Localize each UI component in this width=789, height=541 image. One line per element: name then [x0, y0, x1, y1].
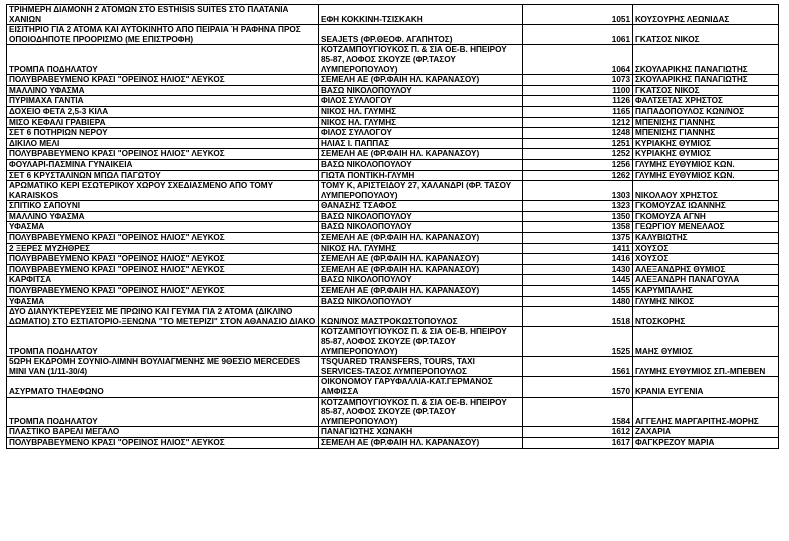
cell-winner: ΓΚΑΤΣΟΣ ΝΙΚΟΣ — [633, 25, 779, 45]
cell-winner: ΑΛΕΞΑΝΔΡΗ ΠΑΝΑΓΟΥΛΑ — [633, 275, 779, 286]
cell-sponsor: ΣΕΜΕΛΗ ΑΕ (ΦΡ.ΦΑΙΗ ΗΛ. ΚΑΡΑΝΑΣΟΥ) — [319, 264, 523, 275]
table-row — [7, 286, 779, 297]
cell-number: 1518 — [523, 307, 633, 327]
cell-number: 1165 — [523, 106, 633, 117]
cell-number: 1584 — [523, 397, 633, 427]
cell-sponsor: ΓΙΩΤΑ ΠΟΝΤΙΚΗ-ΓΛΥΜΗ — [319, 170, 523, 181]
table-row — [7, 377, 779, 397]
cell-sponsor: ΝΙΚΟΣ ΗΛ. ΓΛΥΜΗΣ — [319, 106, 523, 117]
cell-winner: ΓΛΥΜΗΣ ΕΥΘΥΜΙΟΣ ΣΠ.-ΜΠΕΒΕΝ — [633, 357, 779, 377]
cell-item: ΜΙΣΟ ΚΕΦΑΛΙ ΓΡΑΒΙΕΡΑ — [7, 117, 319, 128]
cell-number: 1212 — [523, 117, 633, 128]
table-row — [7, 211, 779, 222]
cell-item: 5ΩΡΗ ΕΚΔΡΟΜΗ ΣΟΥΝΙΟ-ΛΙΜΝΗ ΒΟΥΛΙΑΓΜΕΝΗΣ ΜΕ 9ΘΕΣΙΟ MERCEDES MINI VAN (1/11-30/4) — [7, 357, 319, 377]
cell-item: ΠΟΛΥΒΡΑΒΕΥΜΕΝΟ ΚΡΑΣΙ "ΟΡΕΙΝΟΣ ΗΛΙΟΣ" ΛΕΥΚΟΣ — [7, 437, 319, 448]
cell-winner: ΣΚΟΥΛΑΡΙΚΗΣ ΠΑΝΑΓΙΩΤΗΣ — [633, 45, 779, 75]
cell-sponsor: ΒΑΣΩ ΝΙΚΟΛΟΠΟΥΛΟΥ — [319, 159, 523, 170]
cell-sponsor: ΚΩΝ/ΝΟΣ ΜΑΣΤΡΟΚΩΣΤΟΠΟΥΛΟΣ — [319, 307, 523, 327]
cell-item: ΠΟΛΥΒΡΑΒΕΥΜΕΝΟ ΚΡΑΣΙ "ΟΡΕΙΝΟΣ ΗΛΙΟΣ" ΛΕΥΚΟΣ — [7, 264, 319, 275]
cell-winner: ΧΟΥΣΟΣ — [633, 254, 779, 265]
table-row — [7, 243, 779, 254]
cell-item: ΔΟΧΕΙΟ ΦΕΤΑ 2,5-3 ΚΙΛΑ — [7, 106, 319, 117]
cell-item: ΠΟΛΥΒΡΑΒΕΥΜΕΝΟ ΚΡΑΣΙ "ΟΡΕΙΝΟΣ ΗΛΙΟΣ" ΛΕΥΚΟΣ — [7, 149, 319, 160]
cell-winner: ΜΑΗΣ ΘΥΜΙΟΣ — [633, 327, 779, 357]
cell-item: ΦΟΥΛΑΡΙ-ΠΑΣΜΙΝΑ ΓΥΝΑΙΚΕΙΑ — [7, 159, 319, 170]
cell-winner: ΓΚΟΜΟΥΖΑ ΑΓΝΗ — [633, 211, 779, 222]
cell-item: ΠΥΡΙΜΑΧΑ ΓΑΝΤΙΑ — [7, 96, 319, 107]
cell-item: ΠΟΛΥΒΡΑΒΕΥΜΕΝΟ ΚΡΑΣΙ "ΟΡΕΙΝΟΣ ΗΛΙΟΣ" ΛΕΥΚΟΣ — [7, 233, 319, 244]
cell-sponsor: ΚΟΤΖΑΜΠΟΥΓΙΟΥΚΟΣ Π. & ΣΙΑ ΟΕ-Β. ΗΠΕΙΡΟΥ 85-87, ΛΟΦΟΣ ΣΚΟΥΖΕ (ΦΡ.ΤΑΣΟΥ ΛΥΜΠΕΡΟΠΟΥΛΟΥ) — [319, 45, 523, 75]
cell-number: 1411 — [523, 243, 633, 254]
cell-winner: ΓΚΟΜΟΥΖΑΣ ΙΩΑΝΝΗΣ — [633, 201, 779, 212]
cell-item: ΠΛΑΣΤΙΚΟ ΒΑΡΕΛΙ ΜΕΓΑΛΟ — [7, 427, 319, 438]
cell-winner: ΚΥΡΙΑΚΗΣ ΘΥΜΙΟΣ — [633, 138, 779, 149]
cell-item: ΤΡΟΜΠΑ ΠΟΔΗΛΑΤΟΥ — [7, 45, 319, 75]
cell-item: ΥΦΑΣΜΑ — [7, 296, 319, 307]
cell-sponsor: ΣΕΜΕΛΗ ΑΕ (ΦΡ.ΦΑΙΗ ΗΛ. ΚΑΡΑΝΑΣΟΥ) — [319, 149, 523, 160]
table-row — [7, 85, 779, 96]
table-row — [7, 96, 779, 107]
cell-item: 2 ΞΕΡΕΣ ΜΥΖΗΘΡΕΣ — [7, 243, 319, 254]
cell-sponsor: ΣΕΜΕΛΗ ΑΕ (ΦΡ.ΦΑΙΗ ΗΛ. ΚΑΡΑΝΑΣΟΥ) — [319, 233, 523, 244]
cell-item: ΑΣΥΡΜΑΤΟ ΤΗΛΕΦΩΝΟ — [7, 377, 319, 397]
cell-item: ΔΥΟ ΔΙΑΝΥΚΤΕΡΕΥΣΕΙΣ ΜΕ ΠΡΩΙΝΟ ΚΑΙ ΓΕΥΜΑ ΓΙΑ 2 ΑΤΟΜΑ (ΔΙΚΛΙΝΟ ΔΩΜΑΤΙΟ) ΣΤΟ ΕΣΤΙΑΤΟΡΙΟ-ΞΕΝΩΝΑ "ΤΟ ΜΕΤΕΡΙΖΙ" ΣΤΟΝ ΑΘΑΝΑΣΙΟ ΔΙΑΚΟ — [7, 307, 319, 327]
cell-winner: ΚΥΡΙΑΚΗΣ ΘΥΜΙΟΣ — [633, 149, 779, 160]
cell-sponsor: ΣΕΜΕΛΗ ΑΕ (ΦΡ.ΦΑΙΗ ΗΛ. ΚΑΡΑΝΑΣΟΥ) — [319, 254, 523, 265]
cell-sponsor: ΒΑΣΩ ΝΙΚΟΛΟΠΟΥΛΟΥ — [319, 296, 523, 307]
table-row — [7, 117, 779, 128]
cell-number: 1073 — [523, 75, 633, 86]
cell-number: 1126 — [523, 96, 633, 107]
cell-sponsor: SEAJETS (ΦΡ.ΘΕΟΦ. ΑΓΑΠΗΤΟΣ) — [319, 25, 523, 45]
cell-number: 1455 — [523, 286, 633, 297]
cell-winner: ΓΛΥΜΗΣ ΝΙΚΟΣ — [633, 296, 779, 307]
cell-number: 1350 — [523, 211, 633, 222]
cell-sponsor: ΒΑΣΩ ΝΙΚΟΛΟΠΟΥΛΟΥ — [319, 222, 523, 233]
cell-number: 1375 — [523, 233, 633, 244]
cell-sponsor: ΒΑΣΩ ΝΙΚΟΛΟΠΟΥΛΟΥ — [319, 211, 523, 222]
cell-item: ΤΡΟΜΠΑ ΠΟΔΗΛΑΤΟΥ — [7, 327, 319, 357]
table-row — [7, 427, 779, 438]
cell-number: 1064 — [523, 45, 633, 75]
cell-sponsor: ΝΙΚΟΣ ΗΛ. ΓΛΥΜΗΣ — [319, 117, 523, 128]
cell-number: 1051 — [523, 5, 633, 25]
cell-sponsor: ΚΟΤΖΑΜΠΟΥΓΙΟΥΚΟΣ Π. & ΣΙΑ ΟΕ-Β. ΗΠΕΙΡΟΥ 85-87, ΛΟΦΟΣ ΣΚΟΥΖΕ (ΦΡ.ΤΑΣΟΥ ΛΥΜΠΕΡΟΠΟΥΛΟΥ) — [319, 327, 523, 357]
table-row — [7, 106, 779, 117]
cell-winner: ΖΑΧΑΡΙΑ — [633, 427, 779, 438]
prize-table-body — [7, 5, 779, 449]
cell-item: ΣΕΤ 6 ΠΟΤΗΡΙΩΝ ΝΕΡΟΥ — [7, 128, 319, 139]
table-row — [7, 149, 779, 160]
table-row — [7, 170, 779, 181]
cell-sponsor: ΤΟΜΥ Κ, ΑΡΙΣΤΕΙΔΟΥ 27, ΧΑΛΑΝΔΡΙ (ΦΡ. ΤΑΣΟΥ ΛΥΜΠΕΡΟΠΟΥΛΟΥ) — [319, 181, 523, 201]
cell-number: 1561 — [523, 357, 633, 377]
cell-number: 1061 — [523, 25, 633, 45]
table-row — [7, 138, 779, 149]
cell-sponsor: TSQUARED TRANSFERS, TOURS, TAXI SERVICES-ΤΑΣΟΣ ΛΥΜΠΕΡΟΠΟΥΛΟΣ — [319, 357, 523, 377]
cell-number: 1251 — [523, 138, 633, 149]
cell-number: 1525 — [523, 327, 633, 357]
cell-sponsor: ΣΕΜΕΛΗ ΑΕ (ΦΡ.ΦΑΙΗ ΗΛ. ΚΑΡΑΝΑΣΟΥ) — [319, 75, 523, 86]
cell-number: 1100 — [523, 85, 633, 96]
cell-winner: ΣΚΟΥΛΑΡΙΚΗΣ ΠΑΝΑΓΙΩΤΗΣ — [633, 75, 779, 86]
cell-item: ΣΕΤ 6 ΚΡΥΣΤΑΛΙΝΩΝ ΜΠΩΛ ΠΑΓΩΤΟΥ — [7, 170, 319, 181]
table-row — [7, 222, 779, 233]
cell-sponsor: ΗΛΙΑΣ Ι. ΠΑΠΠΑΣ — [319, 138, 523, 149]
cell-sponsor: ΘΑΝΑΣΗΣ ΤΣΑΦΟΣ — [319, 201, 523, 212]
cell-number: 1612 — [523, 427, 633, 438]
cell-item: ΤΡΙΗΜΕΡΗ ΔΙΑΜΟΝΗ 2 ΑΤΟΜΩΝ ΣΤΟ ESTHISIS SUITES ΣΤΟ ΠΛΑΤΑΝΙΑ ΧΑΝΙΩΝ — [7, 5, 319, 25]
table-row — [7, 201, 779, 212]
table-row — [7, 25, 779, 45]
table-row — [7, 275, 779, 286]
cell-number: 1303 — [523, 181, 633, 201]
table-row — [7, 307, 779, 327]
table-row — [7, 5, 779, 25]
cell-number: 1445 — [523, 275, 633, 286]
cell-item: ΣΠΙΤΙΚΟ ΣΑΠΟΥΝΙ — [7, 201, 319, 212]
cell-winner: ΚΑΡΥΜΠΑΛΗΣ — [633, 286, 779, 297]
table-row — [7, 397, 779, 427]
cell-sponsor: ΣΕΜΕΛΗ ΑΕ (ΦΡ.ΦΑΙΗ ΗΛ. ΚΑΡΑΝΑΣΟΥ) — [319, 437, 523, 448]
cell-winner: ΓΕΩΡΓΙΟΥ ΜΕΝΕΛΑΟΣ — [633, 222, 779, 233]
cell-winner: ΦΑΓΚΡΕΖΟΥ ΜΑΡΙΑ — [633, 437, 779, 448]
cell-winner: ΚΡΑΝΙΑ ΕΥΓΕΝΙΑ — [633, 377, 779, 397]
cell-winner: ΝΙΚΟΛΑΟΥ ΧΡΗΣΤΟΣ — [633, 181, 779, 201]
cell-sponsor: ΠΑΝΑΓΙΩΤΗΣ ΧΩΝΑΚΗ — [319, 427, 523, 438]
cell-item: ΔΙΚΙΛΟ ΜΕΛΙ — [7, 138, 319, 149]
cell-winner: ΑΛΕΞΑΝΔΡΗΣ ΘΥΜΙΟΣ — [633, 264, 779, 275]
table-row — [7, 45, 779, 75]
cell-winner: ΝΤΟΣΚΟΡΗΣ — [633, 307, 779, 327]
cell-winner: ΜΠΕΝΙΣΗΣ ΓΙΑΝΝΗΣ — [633, 128, 779, 139]
cell-sponsor: ΕΦΗ ΚΟΚΚΙΝΗ-ΤΣΙΣΚΑΚΗ — [319, 5, 523, 25]
cell-number: 1617 — [523, 437, 633, 448]
cell-number: 1480 — [523, 296, 633, 307]
cell-winner: ΓΛΥΜΗΣ ΕΥΘΥΜΙΟΣ ΚΩΝ. — [633, 159, 779, 170]
cell-item: ΥΦΑΣΜΑ — [7, 222, 319, 233]
cell-item: ΕΙΣΙΤΗΡΙΟ ΓΙΑ 2 ΑΤΟΜΑ ΚΑΙ ΑΥΤΟΚΙΝΗΤΟ ΑΠΟ ΠΕΙΡΑΙΑ Ή ΡΑΦΗΝΑ ΠΡΟΣ ΟΠΟΙΟΔΗΠΟΤΕ ΠΡΟΟΡΙΣΜΟ (ΜΕ ΕΠΙΣΤΡΟΦΗ) — [7, 25, 319, 45]
cell-winner: ΧΟΥΣΟΣ — [633, 243, 779, 254]
cell-winner: ΑΓΓΕΛΗΣ ΜΑΡΓΑΡΙΤΗΣ-ΜΟΡΗΣ — [633, 397, 779, 427]
table-row — [7, 264, 779, 275]
cell-winner: ΚΑΛΥΒΙΩΤΗΣ — [633, 233, 779, 244]
cell-number: 1256 — [523, 159, 633, 170]
table-row — [7, 233, 779, 244]
cell-sponsor: ΚΟΤΖΑΜΠΟΥΓΙΟΥΚΟΣ Π. & ΣΙΑ ΟΕ-Β. ΗΠΕΙΡΟΥ 85-87, ΛΟΦΟΣ ΣΚΟΥΖΕ (ΦΡ.ΤΑΣΟΥ ΛΥΜΠΕΡΟΠΟΥΛΟΥ) — [319, 397, 523, 427]
table-row — [7, 159, 779, 170]
cell-number: 1416 — [523, 254, 633, 265]
cell-number: 1358 — [523, 222, 633, 233]
table-row — [7, 437, 779, 448]
cell-sponsor: ΦΙΛΟΣ ΣΥΛΛΟΓΟΥ — [319, 128, 523, 139]
cell-item: ΑΡΩΜΑΤΙΚΟ ΚΕΡΙ ΕΣΩΤΕΡΙΚΟΥ ΧΩΡΟΥ ΣΧΕΔΙΑΣΜΕΝΟ ΑΠΟ ΤΟΜΥ KARAISKOS — [7, 181, 319, 201]
cell-number: 1262 — [523, 170, 633, 181]
cell-number: 1252 — [523, 149, 633, 160]
cell-sponsor: ΦΙΛΟΣ ΣΥΛΛΟΓΟΥ — [319, 96, 523, 107]
cell-winner: ΦΑΛΤΣΕΤΑΣ ΧΡΗΣΤΟΣ — [633, 96, 779, 107]
cell-winner: ΚΟΥΣΟΥΡΗΣ ΛΕΩΝΙΔΑΣ — [633, 5, 779, 25]
cell-number: 1570 — [523, 377, 633, 397]
table-row — [7, 357, 779, 377]
table-row — [7, 181, 779, 201]
cell-item: ΠΟΛΥΒΡΑΒΕΥΜΕΝΟ ΚΡΑΣΙ "ΟΡΕΙΝΟΣ ΗΛΙΟΣ" ΛΕΥΚΟΣ — [7, 286, 319, 297]
prize-table — [6, 4, 779, 449]
table-row — [7, 327, 779, 357]
cell-number: 1430 — [523, 264, 633, 275]
cell-number: 1323 — [523, 201, 633, 212]
cell-winner: ΜΠΕΝΙΣΗΣ ΓΙΑΝΝΗΣ — [633, 117, 779, 128]
cell-item: ΜΑΛΛΙΝΟ ΥΦΑΣΜΑ — [7, 211, 319, 222]
cell-winner: ΓΚΑΤΣΟΣ ΝΙΚΟΣ — [633, 85, 779, 96]
cell-sponsor: ΝΙΚΟΣ ΗΛ. ΓΛΥΜΗΣ — [319, 243, 523, 254]
cell-sponsor: ΟΙΚΟΝΟΜΟΥ ΓΑΡΥΦΑΛΛΙΑ-ΚΑΤ.ΓΕΡΜΑΝΟΣ ΑΜΦΙΣΣΑ — [319, 377, 523, 397]
cell-item: ΤΡΟΜΠΑ ΠΟΔΗΛΑΤΟΥ — [7, 397, 319, 427]
table-row — [7, 296, 779, 307]
table-row — [7, 75, 779, 86]
cell-winner: ΠΑΠΑΔΟΠΟΥΛΟΣ ΚΩΝ/ΝΟΣ — [633, 106, 779, 117]
table-row — [7, 254, 779, 265]
table-row — [7, 128, 779, 139]
cell-sponsor: ΒΑΣΩ ΝΙΚΟΛΟΠΟΥΛΟΥ — [319, 85, 523, 96]
cell-sponsor: ΣΕΜΕΛΗ ΑΕ (ΦΡ.ΦΑΙΗ ΗΛ. ΚΑΡΑΝΑΣΟΥ) — [319, 286, 523, 297]
cell-item: ΚΑΡΦΙΤΣΑ — [7, 275, 319, 286]
cell-item: ΠΟΛΥΒΡΑΒΕΥΜΕΝΟ ΚΡΑΣΙ "ΟΡΕΙΝΟΣ ΗΛΙΟΣ" ΛΕΥΚΟΣ — [7, 75, 319, 86]
cell-winner: ΓΛΥΜΗΣ ΕΥΘΥΜΙΟΣ ΚΩΝ. — [633, 170, 779, 181]
cell-number: 1248 — [523, 128, 633, 139]
cell-item: ΜΑΛΛΙΝΟ ΥΦΑΣΜΑ — [7, 85, 319, 96]
cell-sponsor: ΒΑΣΩ ΝΙΚΟΛΟΠΟΥΛΟΥ — [319, 275, 523, 286]
cell-item: ΠΟΛΥΒΡΑΒΕΥΜΕΝΟ ΚΡΑΣΙ "ΟΡΕΙΝΟΣ ΗΛΙΟΣ" ΛΕΥΚΟΣ — [7, 254, 319, 265]
